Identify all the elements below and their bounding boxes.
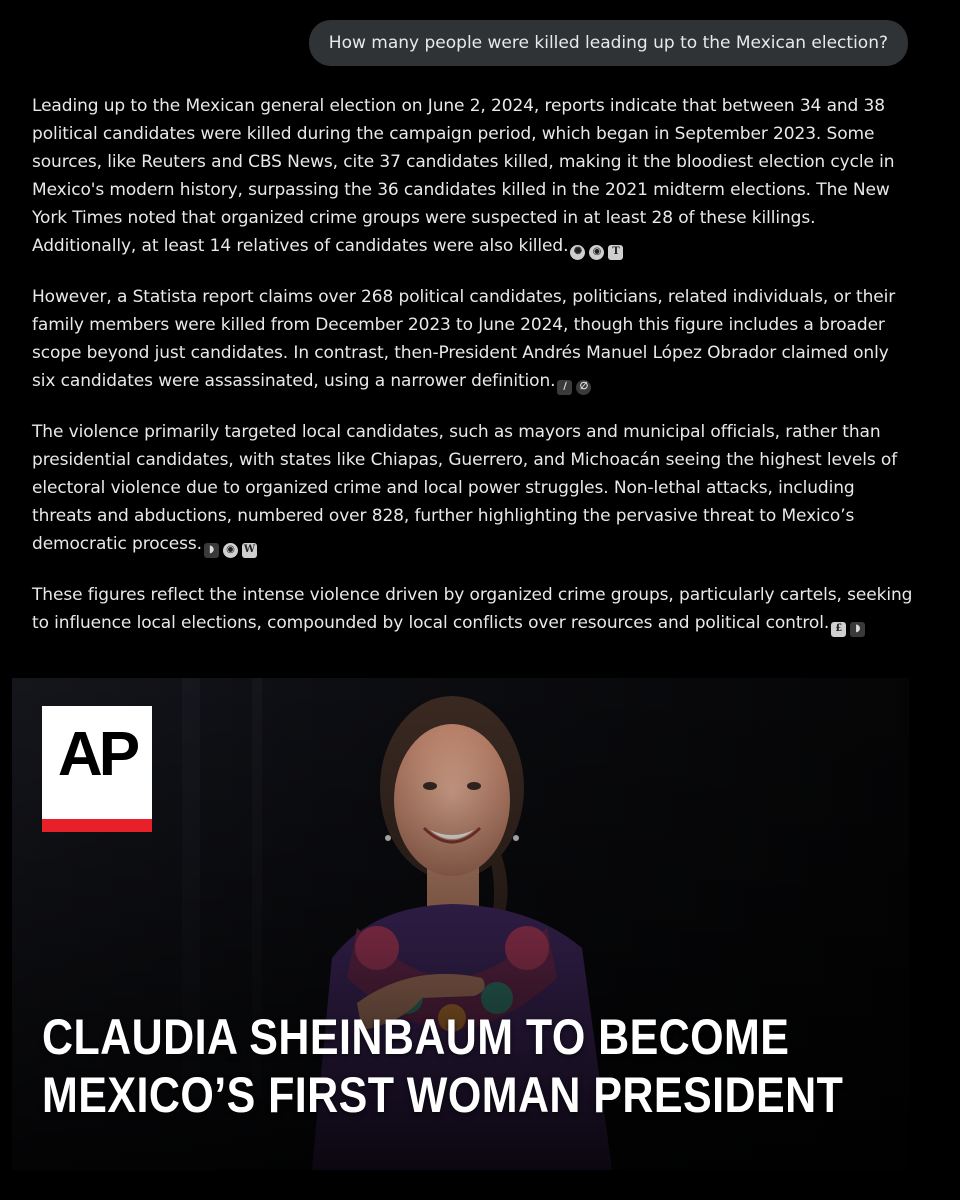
cbs-eye-icon[interactable]: ◉ xyxy=(223,543,238,558)
nytimes-icon[interactable]: T xyxy=(608,245,623,260)
headline-line-1: CLAUDIA SHEINBAUM TO BECOME xyxy=(42,1009,790,1065)
citation-group-1 xyxy=(570,245,623,260)
reuters-icon[interactable]: ✺ xyxy=(570,245,585,260)
answer-paragraph-3 xyxy=(32,418,917,558)
guardian-icon[interactable]: £ xyxy=(831,622,846,637)
answer-paragraph-2 xyxy=(32,283,917,395)
news-headline xyxy=(42,1008,844,1124)
ap-logo-text: AP xyxy=(57,720,137,789)
news-image-card[interactable] xyxy=(12,678,909,1170)
paragraph-text: Leading up to the Mexican general election on June 2, 2024, reports indicate that between 34 and 38 political candidates were killed during the campaign period, which began in September 2023. Some sources, like Reuters and CBS News, cite 37 candidates killed, making it the bloodiest election cycle in Mexico's modern history, surpassing the 36 candidates killed in the 2021 midterm elections. The New York Times noted that organized crime groups were suspected in at least 28 of these killings. Additionally, at least 14 relatives of candidates were also killed. xyxy=(32,96,895,256)
globe-icon[interactable]: ◗ xyxy=(204,543,219,558)
user-message-bubble: How many people were killed leading up to the Mexican election? xyxy=(309,20,908,66)
ap-logo xyxy=(42,706,152,832)
answer-paragraph-1 xyxy=(32,92,917,260)
paragraph-text: These figures reflect the intense violence driven by organized crime groups, particularly cartels, seeking to influence local elections, compounded by local conflicts over resources and political control. xyxy=(32,585,913,633)
globe-icon[interactable]: ◗ xyxy=(850,622,865,637)
cbs-eye-icon[interactable]: ◉ xyxy=(589,245,604,260)
paragraph-text: However, a Statista report claims over 268 political candidates, politicians, related individuals, or their family members were killed from December 2023 to June 2024, though this figure includes a broader scope beyond just candidates. In contrast, then-President Andrés Manuel López Obrador claimed only six candidates were assassinated, using a narrower definition. xyxy=(32,287,896,391)
wikipedia-icon[interactable]: W xyxy=(242,543,257,558)
answer-paragraph-4 xyxy=(32,581,917,637)
citation-group-2 xyxy=(557,380,591,395)
headline-line-2: MEXICO’S FIRST WOMAN PRESIDENT xyxy=(42,1067,844,1123)
statista-icon[interactable]: ∕ xyxy=(557,380,572,395)
assistant-answer xyxy=(32,92,917,660)
ap-logo-red-bar xyxy=(42,819,152,832)
paragraph-text: The violence primarily targeted local candidates, such as mayors and municipal officials, rather than presidential candidates, with states like Chiapas, Guerrero, and Michoacán seeing the highest levels of electoral violence due to organized crime and local power struggles. Non-lethal attacks, including threats and abductions, numbered over 828, further highlighting the pervasive threat to Mexico’s democratic process. xyxy=(32,422,898,554)
source-circle-icon[interactable]: ∅ xyxy=(576,380,591,395)
citation-group-3 xyxy=(204,543,257,558)
citation-group-4 xyxy=(831,622,865,637)
